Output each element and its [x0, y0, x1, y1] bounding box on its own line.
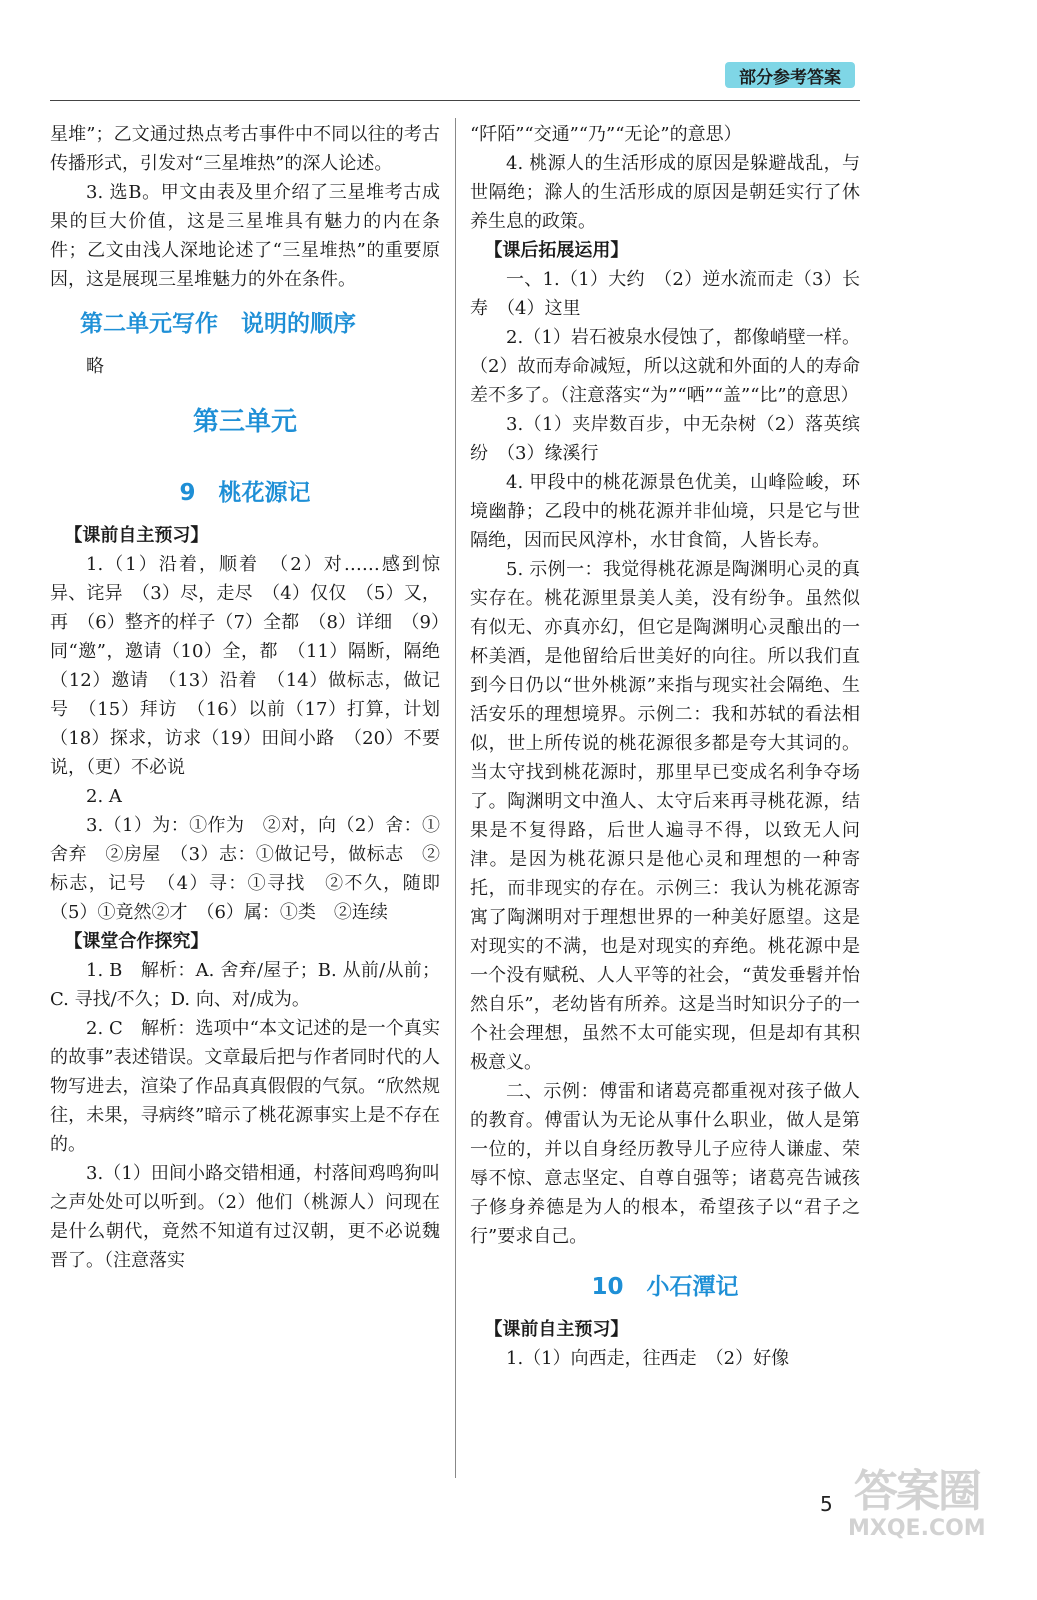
- ext-answer-5: 5. 示例一：我觉得桃花源是陶渊明心灵的真实存在。桃花源里景美人美，没有纷争。虽然似有似无、亦真亦幻，但它是陶渊明心灵酿出的一杯美酒，是他留给后世美好的向往。所以我们直到今日仍以“世外桃源”来指与现实社会隔绝、生活安乐的理想境界。示例二：我和苏轼的看法相似，世上所传说的桃花源很多都是夸大其词的。当太守找到桃花源时，那里早已变成名利争夺场了。陶渊明文中渔人、太守后来再寻桃花源，结果是不复得路，后世人遍寻不得，以致无人问津。是因为桃花源只是他心灵和理想的一种寄托，而非现实的存在。示例三：我认为桃花源寄寓了陶渊明对于理想世界的一种美好愿望。这是对现实的不满，也是对现实的弃绝。桃花源中是一个没有赋税、人人平等的社会，“黄发垂髫并怡然自乐”，老幼皆有所养。这是当时知识分子的一个社会理想，虽然不太可能实现，但是却有其积极意义。: [470, 559, 860, 1073]
- left-column: [50, 120, 458, 1275]
- watermark-url: MXQE.COM: [848, 1516, 986, 1541]
- ext-answer-4: 4. 甲段中的桃花源景色优美，山峰险峻，环境幽静；乙段中的桃花源并非仙境，只是它与世隔绝，因而民风淳朴，水甘食简，人皆长寿。: [470, 472, 860, 551]
- ext-answer-2: 2.（1）岩石被泉水侵蚀了，都像峭壁一样。（2）故而寿命减短，所以这就和外面的人的寿命差不多了。（注意落实“为”“哂”“盖”“比”的意思）: [470, 327, 860, 406]
- lesson-10-title: 10 小石潭记: [591, 1274, 739, 1300]
- class-answer-3: 3.（1）田间小路交错相通，村落间鸡鸣狗叫之声处处可以听到。（2）他们（桃源人）问现在是什么朝代，竟然不知道有过汉朝，更不必说魏晋了。（注意落实: [50, 1163, 440, 1271]
- pre-study-heading: 【课前自主预习】: [484, 1319, 629, 1340]
- writing-section-title: 第二单元写作 说明的顺序: [80, 311, 356, 337]
- ext-answer-1: 一、1.（1）大约 （2）逆水流而走（3）长寿 （4）这里: [470, 269, 860, 319]
- watermark-logo-text: 答案圈: [853, 1466, 980, 1517]
- extension-heading: 【课后拓展运用】: [484, 240, 629, 261]
- paragraph: “阡陌”“交通”“乃”“无论”的意思）: [470, 124, 742, 145]
- answer-1: 1.（1）沿着，顺着 （2）对……感到惊异、诧异 （3）尽，走尽 （4）仅仅 （5）又，再 （6）整齐的样子（7）全都 （8）详细 （9）同“邀”，邀请（10）全，都 （11）隔断，隔绝（12）邀请 （13）沿着 （14）做标志，做记号 （15）拜访 （16）以前（17）打算，计划 （18）探求，访求（19）田间小路 （20）不要说，（更）不必说: [50, 554, 458, 778]
- column-divider: [455, 118, 456, 1478]
- header-rule: [50, 100, 860, 101]
- page-number: 5: [820, 1492, 833, 1516]
- header-section-tag: 部分参考答案: [725, 62, 855, 88]
- unit-title: 第三单元: [192, 407, 297, 437]
- answer-3: 3. 选B。甲文由表及里介绍了三星堆考古成果的巨大价值，这是三星堆具有魅力的内在条件；乙文由浅人深地论述了“三星堆热”的重要原因，这是展现三星堆魅力的外在条件。: [50, 182, 440, 290]
- class-answer-2: 2. C 解析：选项中“本文记述的是一个真实的故事”表述错误。文章最后把与作者同时代的人物写进去，渲染了作品真真假假的气氛。“欣然规往，未果，寻病终”暗示了桃花源事实上是不存在的。: [50, 1018, 440, 1155]
- paragraph: 星堆”；乙文通过热点考古事件中不同以往的考古传播形式，引发对“三星堆热”的深人论述。: [50, 124, 440, 174]
- answer-3: 3.（1）为：①作为 ②对，向（2）舍：①舍弃 ②房屋 （3）志：①做记号，做标志 ②标志，记号 （4）寻：①寻找 ②不久，随即 （5）①竟然②才 （6）属：①类 ②连续: [50, 815, 458, 923]
- watermark-logo: [848, 1466, 986, 1541]
- right-column: [470, 120, 860, 1373]
- ext-answer-3: 3.（1）夹岸数百步，中无杂树（2）落英缤纷 （3）缘溪行: [470, 414, 860, 464]
- class-answer-1: 1. B 解析：A. 舍弃/屋子；B. 从前/从前；C. 寻找/不久；D. 向、对/成为。: [50, 960, 440, 1010]
- ext-answer-part-2: 二、示例：傅雷和诸葛亮都重视对孩子做人的教育。傅雷认为无论从事什么职业，做人是第一位的，并以自身经历教导儿子应待人谦虚、荣辱不惊、意志坚定、自尊自强等；诸葛亮告诫孩子修身养德是为人的根本，希望孩子以“君子之行”要求自己。: [470, 1081, 860, 1247]
- class-answer-4: 4. 桃源人的生活形成的原因是躲避战乱，与世隔绝；滁人的生活形成的原因是朝廷实行了休养生息的政策。: [470, 153, 860, 232]
- answer-1: 1.（1）向西走，往西走 （2）好像: [506, 1348, 790, 1369]
- class-study-heading: 【课堂合作探究】: [64, 931, 209, 952]
- answer-2: 2. A: [86, 786, 122, 807]
- writing-answer: 略: [86, 356, 104, 377]
- pre-study-heading: 【课前自主预习】: [64, 525, 209, 546]
- lesson-9-title: 9 桃花源记: [179, 480, 311, 506]
